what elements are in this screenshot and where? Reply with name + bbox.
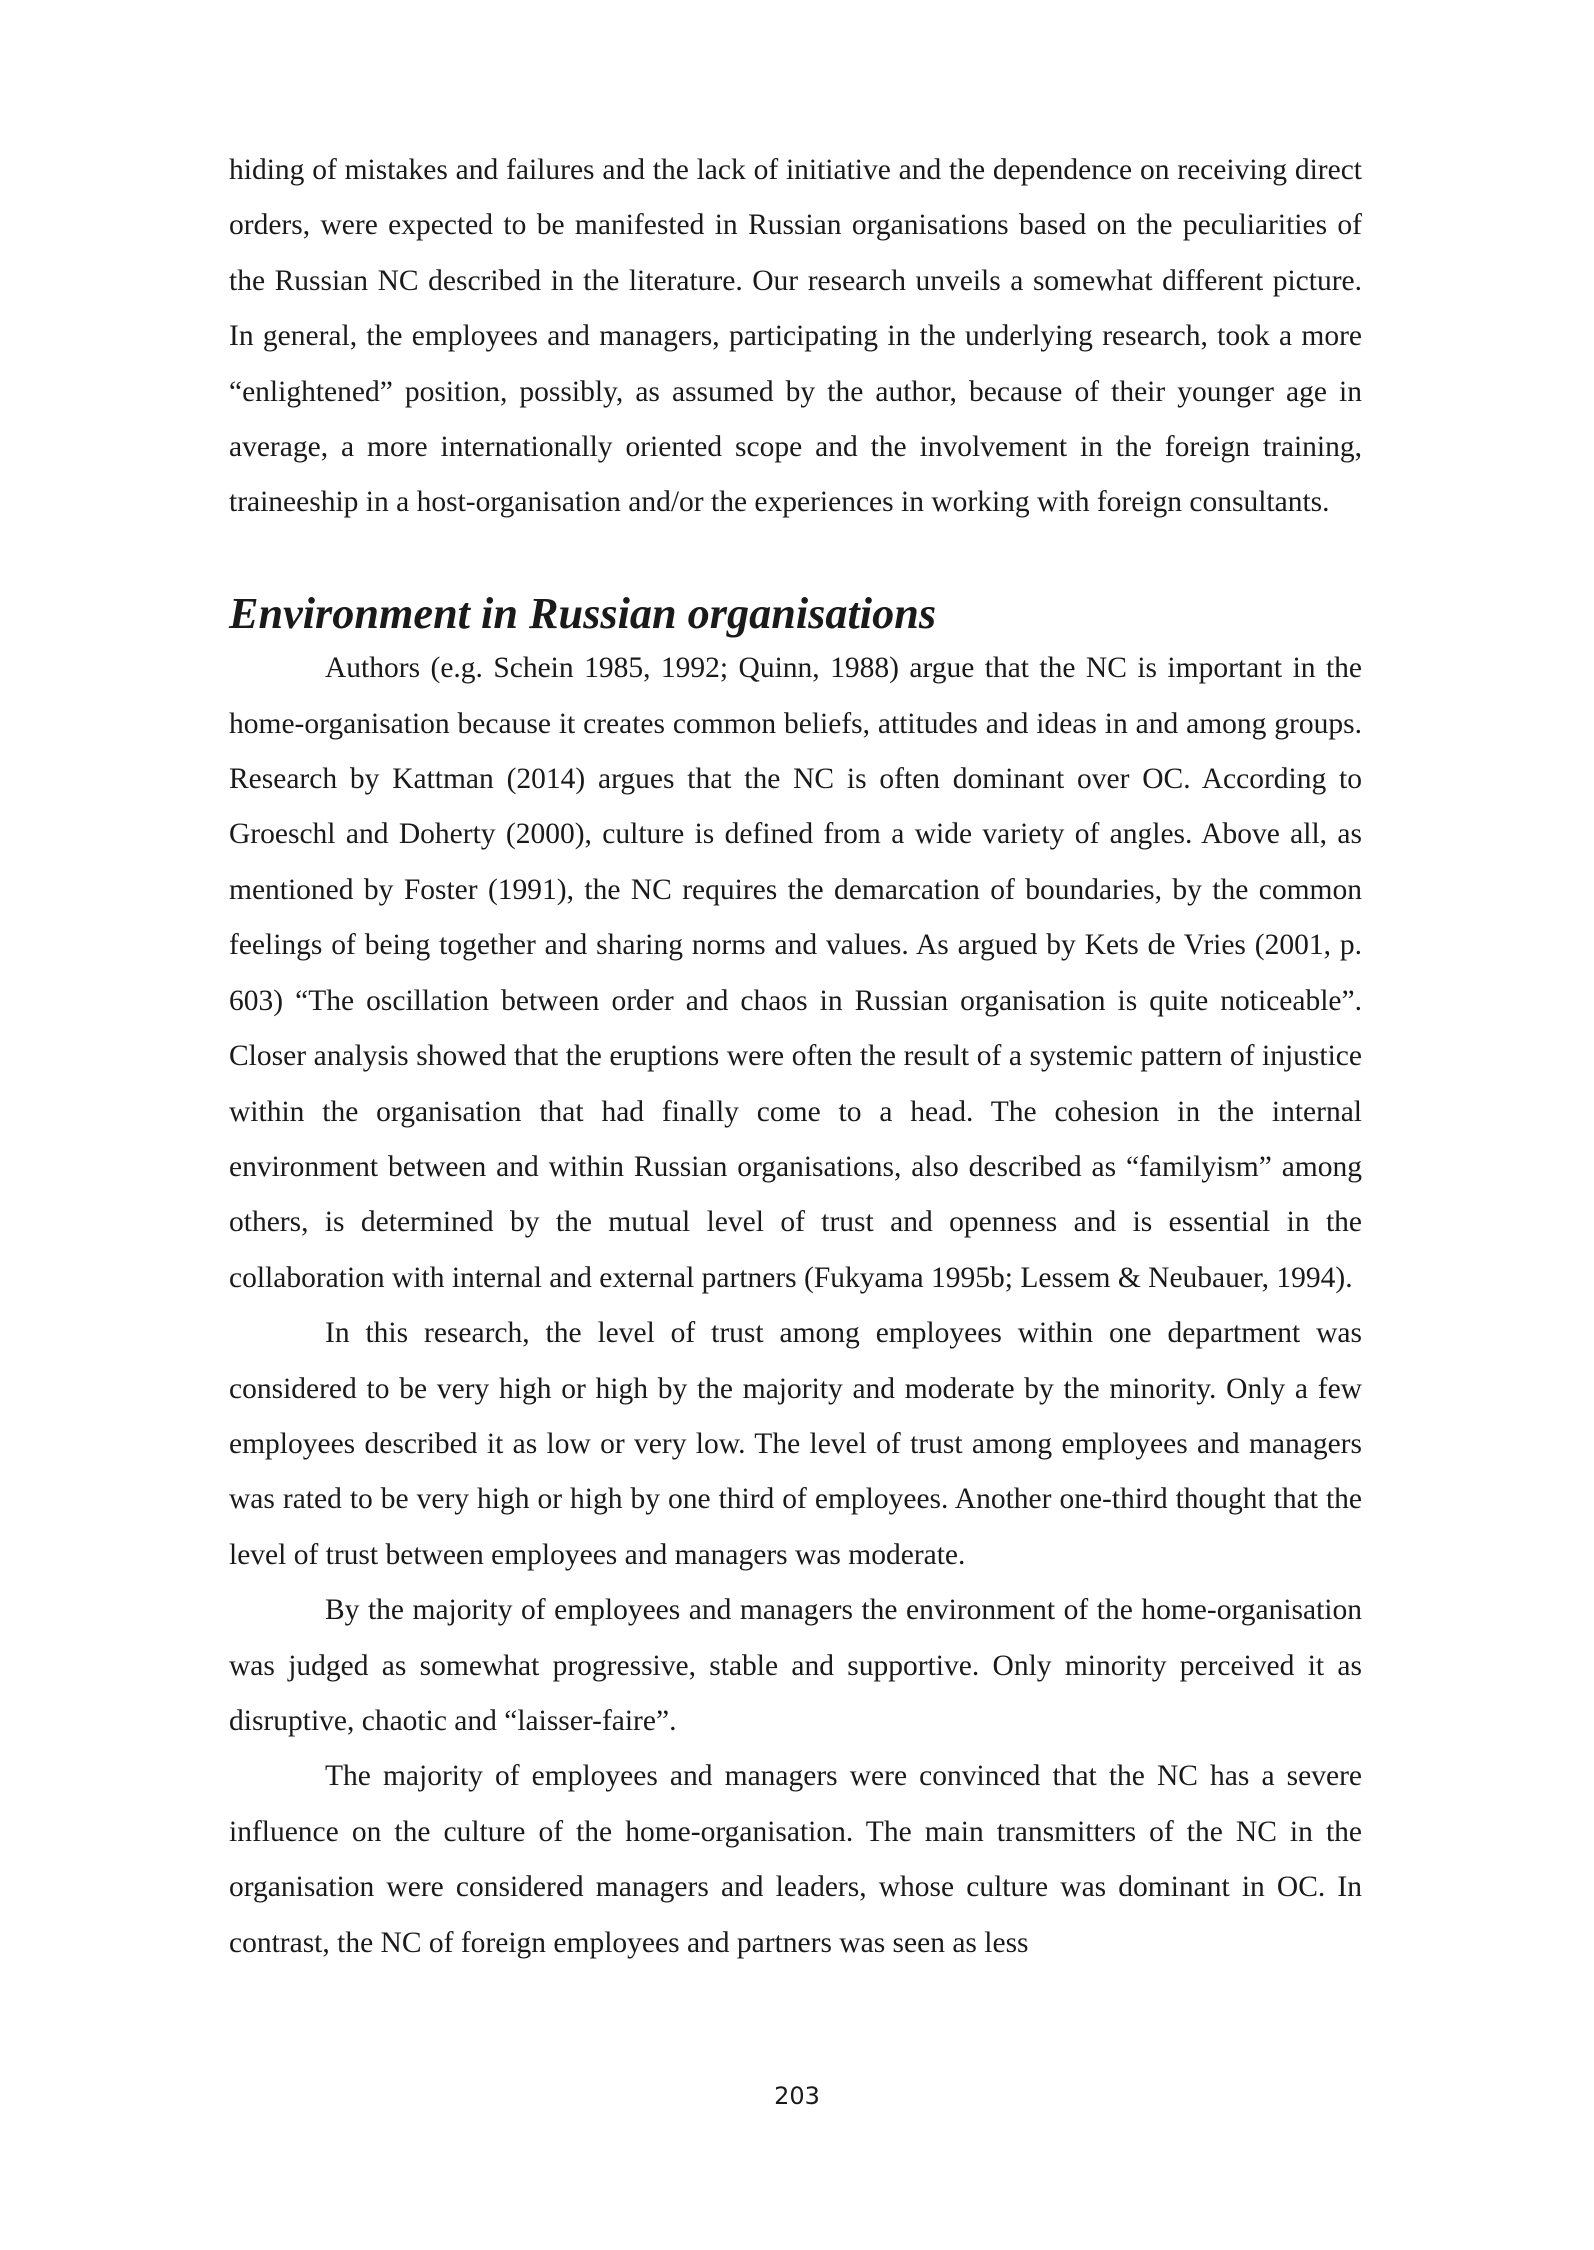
paragraph-environment-judgement: By the majority of employees and managers the environment of the home-organisation was judged as somewhat progressive, stable and supportive. Only minority perceived it as disruptive, chaotic and “laisser-faire”. (229, 1594, 1362, 1737)
page-number: 203 (774, 2082, 820, 2110)
paragraph-nc-influence: The majority of employees and managers were convinced that the NC has a severe influence on the culture of the home-organisation. The main transmitters of the NC in the organisation were considered managers and leaders, whose culture was dominant in OC. In contrast, the NC of foreign employees and partners was seen as less (229, 1760, 1362, 1959)
paragraph-environment-authors: Authors (e.g. Schein 1985, 1992; Quinn, 1988) argue that the NC is important in the home-organisation because it creates common beliefs, attitudes and ideas in and among groups. Research by Kattman (2014) argues that the NC is often dominant over OC. According to Groeschl and Doherty (2000), culture is defined from a wide variety of angles. Above all, as mentioned by Foster (1991), the NC requires the demarcation of boundaries, by the common feelings of being together and sharing norms and values. As argued by Kets de Vries (2001, p. 603) “The oscillation between order and chaos in Russian organisation is quite noticeable”. Closer analysis showed that the eruptions were often the result of a systemic pattern of injustice within the organisation that had finally come to a head. The cohesion in the internal environment between and within Russian organisations, also described as “familyism” among others, is determined by the mutual level of trust and openness and is essential in the collaboration with internal and external partners (Fukyama 1995b; Lessem & Neubauer, 1994). (229, 652, 1362, 1294)
paragraph-continuation: hiding of mistakes and failures and the lack of initiative and the dependence on receiving direct orders, were expected to be manifested in Russian organisations based on the peculiarities of the Russian NC described in the literature. Our research unveils a somewhat different picture. In general, the employees and managers, participating in the underlying research, took a more “enlightened” position, possibly, as assumed by the author, because of their younger age in average, a more internationally oriented scope and the involvement in the foreign training, traineeship in a host-organisation and/or the experiences in working with foreign consultants. (229, 154, 1362, 519)
section-heading: Environment in Russian organisations (229, 588, 937, 638)
paragraph-trust-levels: In this research, the level of trust among employees within one department was considered to be very high or high by the majority and moderate by the minority. Only a few employees described it as low or very low. The level of trust among employees and managers was rated to be very high or high by one third of employees. Another one-third thought that the level of trust between employees and managers was moderate. (229, 1317, 1362, 1571)
page-body (229, 143, 1362, 1971)
